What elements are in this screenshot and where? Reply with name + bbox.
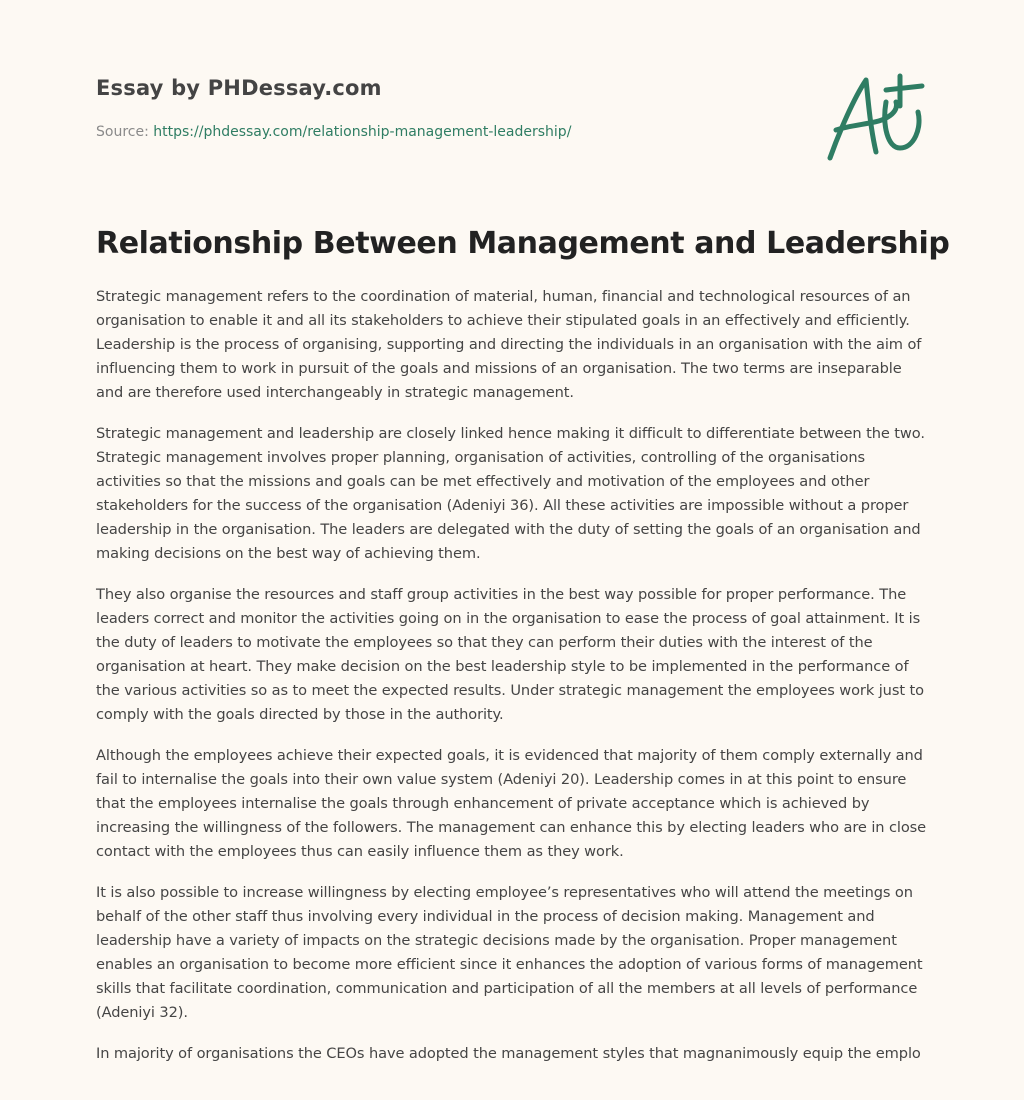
- paragraph: Strategic management and leadership are closely linked hence making it difficult to differentiate between the two. Strategic management involves proper planning, organisation of activities, controlling of the organisations activities so that the missions and goals can be met effectively and motivation of the employees and other stakeholders for the success of the organisation (Adeniyi 36). All these activities are impossible without a proper leadership in the organisation. The leaders are delegated with the duty of setting the goals of an organisation and making decisions on the best way of achieving them.: [96, 425, 925, 562]
- essay-title: Relationship Between Management and Leadership: [96, 226, 950, 261]
- paragraph: Strategic management refers to the coordination of material, human, financial and technological resources of an organisation to enable it and all its stakeholders to achieve their stipulated goals in an effectively and efficiently. Leadership is the process of organising, supporting and directing the individuals in an organisation with the aim of influencing them to work in pursuit of the goals and missions of an organisation. The two terms are inseparable and are therefore used interchangeably in strategic management.: [96, 288, 922, 401]
- essay-body: [96, 285, 930, 1083]
- site-brand: Essay by PHDessay.com: [96, 76, 382, 100]
- paragraph: Although the employees achieve their expected goals, it is evidenced that majority of them comply externally and fail to internalise the goals into their own value system (Adeniyi 20). Leadership comes in at this point to ensure that the employees internalise the goals through enhancement of private acceptance which is achieved by increasing the willingness of the followers. The management can enhance this by electing leaders who are in close contact with the employees thus can easily influence them as they work.: [96, 747, 927, 860]
- paragraph: They also organise the resources and staff group activities in the best way possible for proper performance. The leaders correct and monitor the activities going on in the organisation to ease the process of goal attainment. It is the duty of leaders to motivate the employees so that they can perform their duties with the interest of the organisation at heart. They make decision on the best leadership style to be implemented in the performance of the various activities so as to meet the expected results. Under strategic management the employees work just to comply with the goals directed by those in the authority.: [96, 586, 924, 723]
- a-plus-logo-icon: [824, 68, 928, 164]
- paragraph: In majority of organisations the CEOs have adopted the management styles that magnanimously equip the emplo: [96, 1045, 921, 1062]
- source-link[interactable]: https://phdessay.com/relationship-management-leadership/: [153, 124, 572, 140]
- source-line: [96, 124, 571, 140]
- paragraph: It is also possible to increase willingness by electing employee’s representatives who will attend the meetings on behalf of the other staff thus involving every individual in the process of decision making. Management and leadership have a variety of impacts on the strategic decisions made by the organisation. Proper management enables an organisation to become more efficient since it enhances the adoption of various forms of management skills that facilitate coordination, communication and participation of all the members at all levels of performance (Adeniyi 32).: [96, 884, 923, 1021]
- source-label: Source:: [96, 124, 149, 140]
